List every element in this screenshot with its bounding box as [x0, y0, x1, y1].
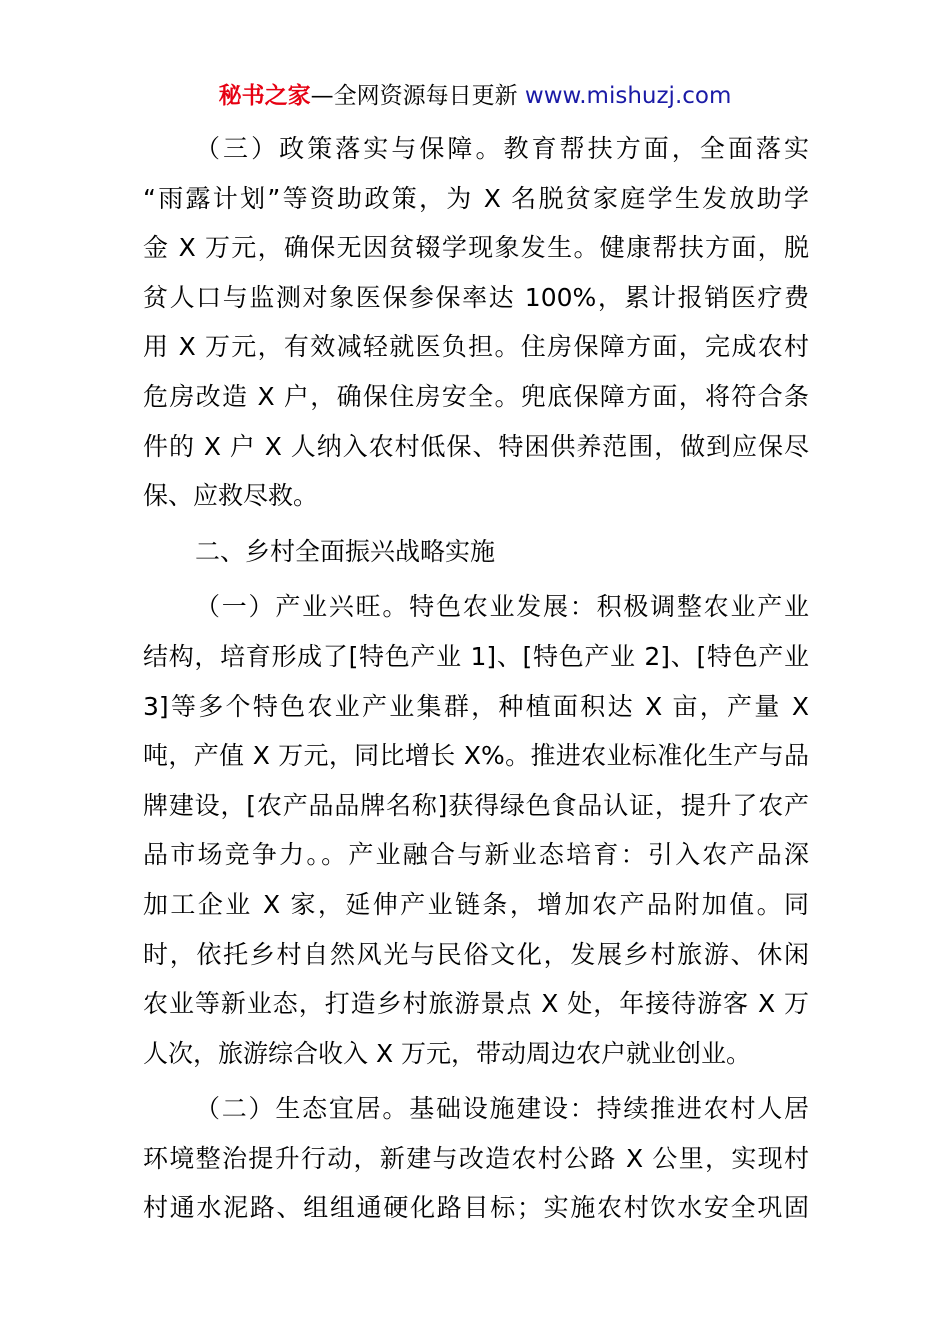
site-brand: 秘书之家 [218, 83, 311, 109]
text-line: （二）生态宜居。基础设施建设：持续推进农村人居 [195, 1094, 809, 1124]
site-tagline: —全网资源每日更新 [310, 83, 518, 109]
text-line: 农业等新业态，打造乡村旅游景点 X 处，年接待游客 X 万 [143, 989, 809, 1019]
text-line: 危房改造 X 户，确保住房安全。兜底保障方面，将符合条 [143, 381, 809, 411]
text-line: 加工企业 X 家，延伸产业链条，增加农产品附加值。同 [143, 889, 809, 919]
text-line: 保、应救尽救。 [143, 481, 319, 511]
text-line: 金 X 万元，确保无因贫辍学现象发生。健康帮扶方面，脱 [143, 233, 809, 263]
section-heading-rural-revitalization [143, 527, 809, 577]
text-line: 贫人口与监测对象医保参保率达 100%，累计报销医疗费 [143, 282, 809, 312]
paragraph-policy-implementation [143, 124, 809, 521]
text-line: 吨，产值 X 万元，同比增长 X%。推进农业标准化生产与品 [143, 741, 809, 771]
text-line: 结构，培育形成了[特色产业 1]、[特色产业 2]、[特色产业 [143, 641, 809, 671]
text-line: 件的 X 户 X 人纳入农村低保、特困供养范围，做到应保尽 [143, 431, 809, 461]
text-line: 时，依托乡村自然风光与民俗文化，发展乡村旅游、休闲 [143, 939, 809, 969]
text-line: 牌建设，[农产品品牌名称]获得绿色食品认证，提升了农产 [143, 790, 809, 820]
paragraph-industry-prosperity [143, 582, 809, 1078]
text-line: 用 X 万元，有效减轻就医负担。住房保障方面，完成农村 [143, 332, 809, 362]
text-line: 3]等多个特色农业产业集群，种植面积达 X 亩，产量 X [143, 691, 809, 721]
text-line: 环境整治提升行动，新建与改造农村公路 X 公里，实现村 [143, 1143, 809, 1173]
paragraph-ecological-livability [143, 1084, 809, 1233]
text-line: 人次，旅游综合收入 X 万元，带动周边农户就业创业。 [143, 1038, 752, 1068]
document-body [143, 124, 809, 1233]
text-line: 品市场竞争力。。产业融合与新业态培育：引入农产品深 [143, 840, 809, 870]
text-line: （三）政策落实与保障。教育帮扶方面，全面落实 [195, 134, 809, 163]
text-line: （一）产业兴旺。特色农业发展：积极调整农业产业 [195, 592, 809, 622]
site-url-link[interactable]: www.mishuzj.com [524, 83, 732, 109]
site-header [0, 78, 950, 114]
text-line: “雨露计划”等资助政策，为 X 名脱贫家庭学生发放助学 [143, 183, 809, 213]
section-heading: 二、乡村全面振兴战略实施 [195, 536, 496, 566]
text-line: 村通水泥路、组组通硬化路目标；实施农村饮水安全巩固 [143, 1193, 809, 1223]
